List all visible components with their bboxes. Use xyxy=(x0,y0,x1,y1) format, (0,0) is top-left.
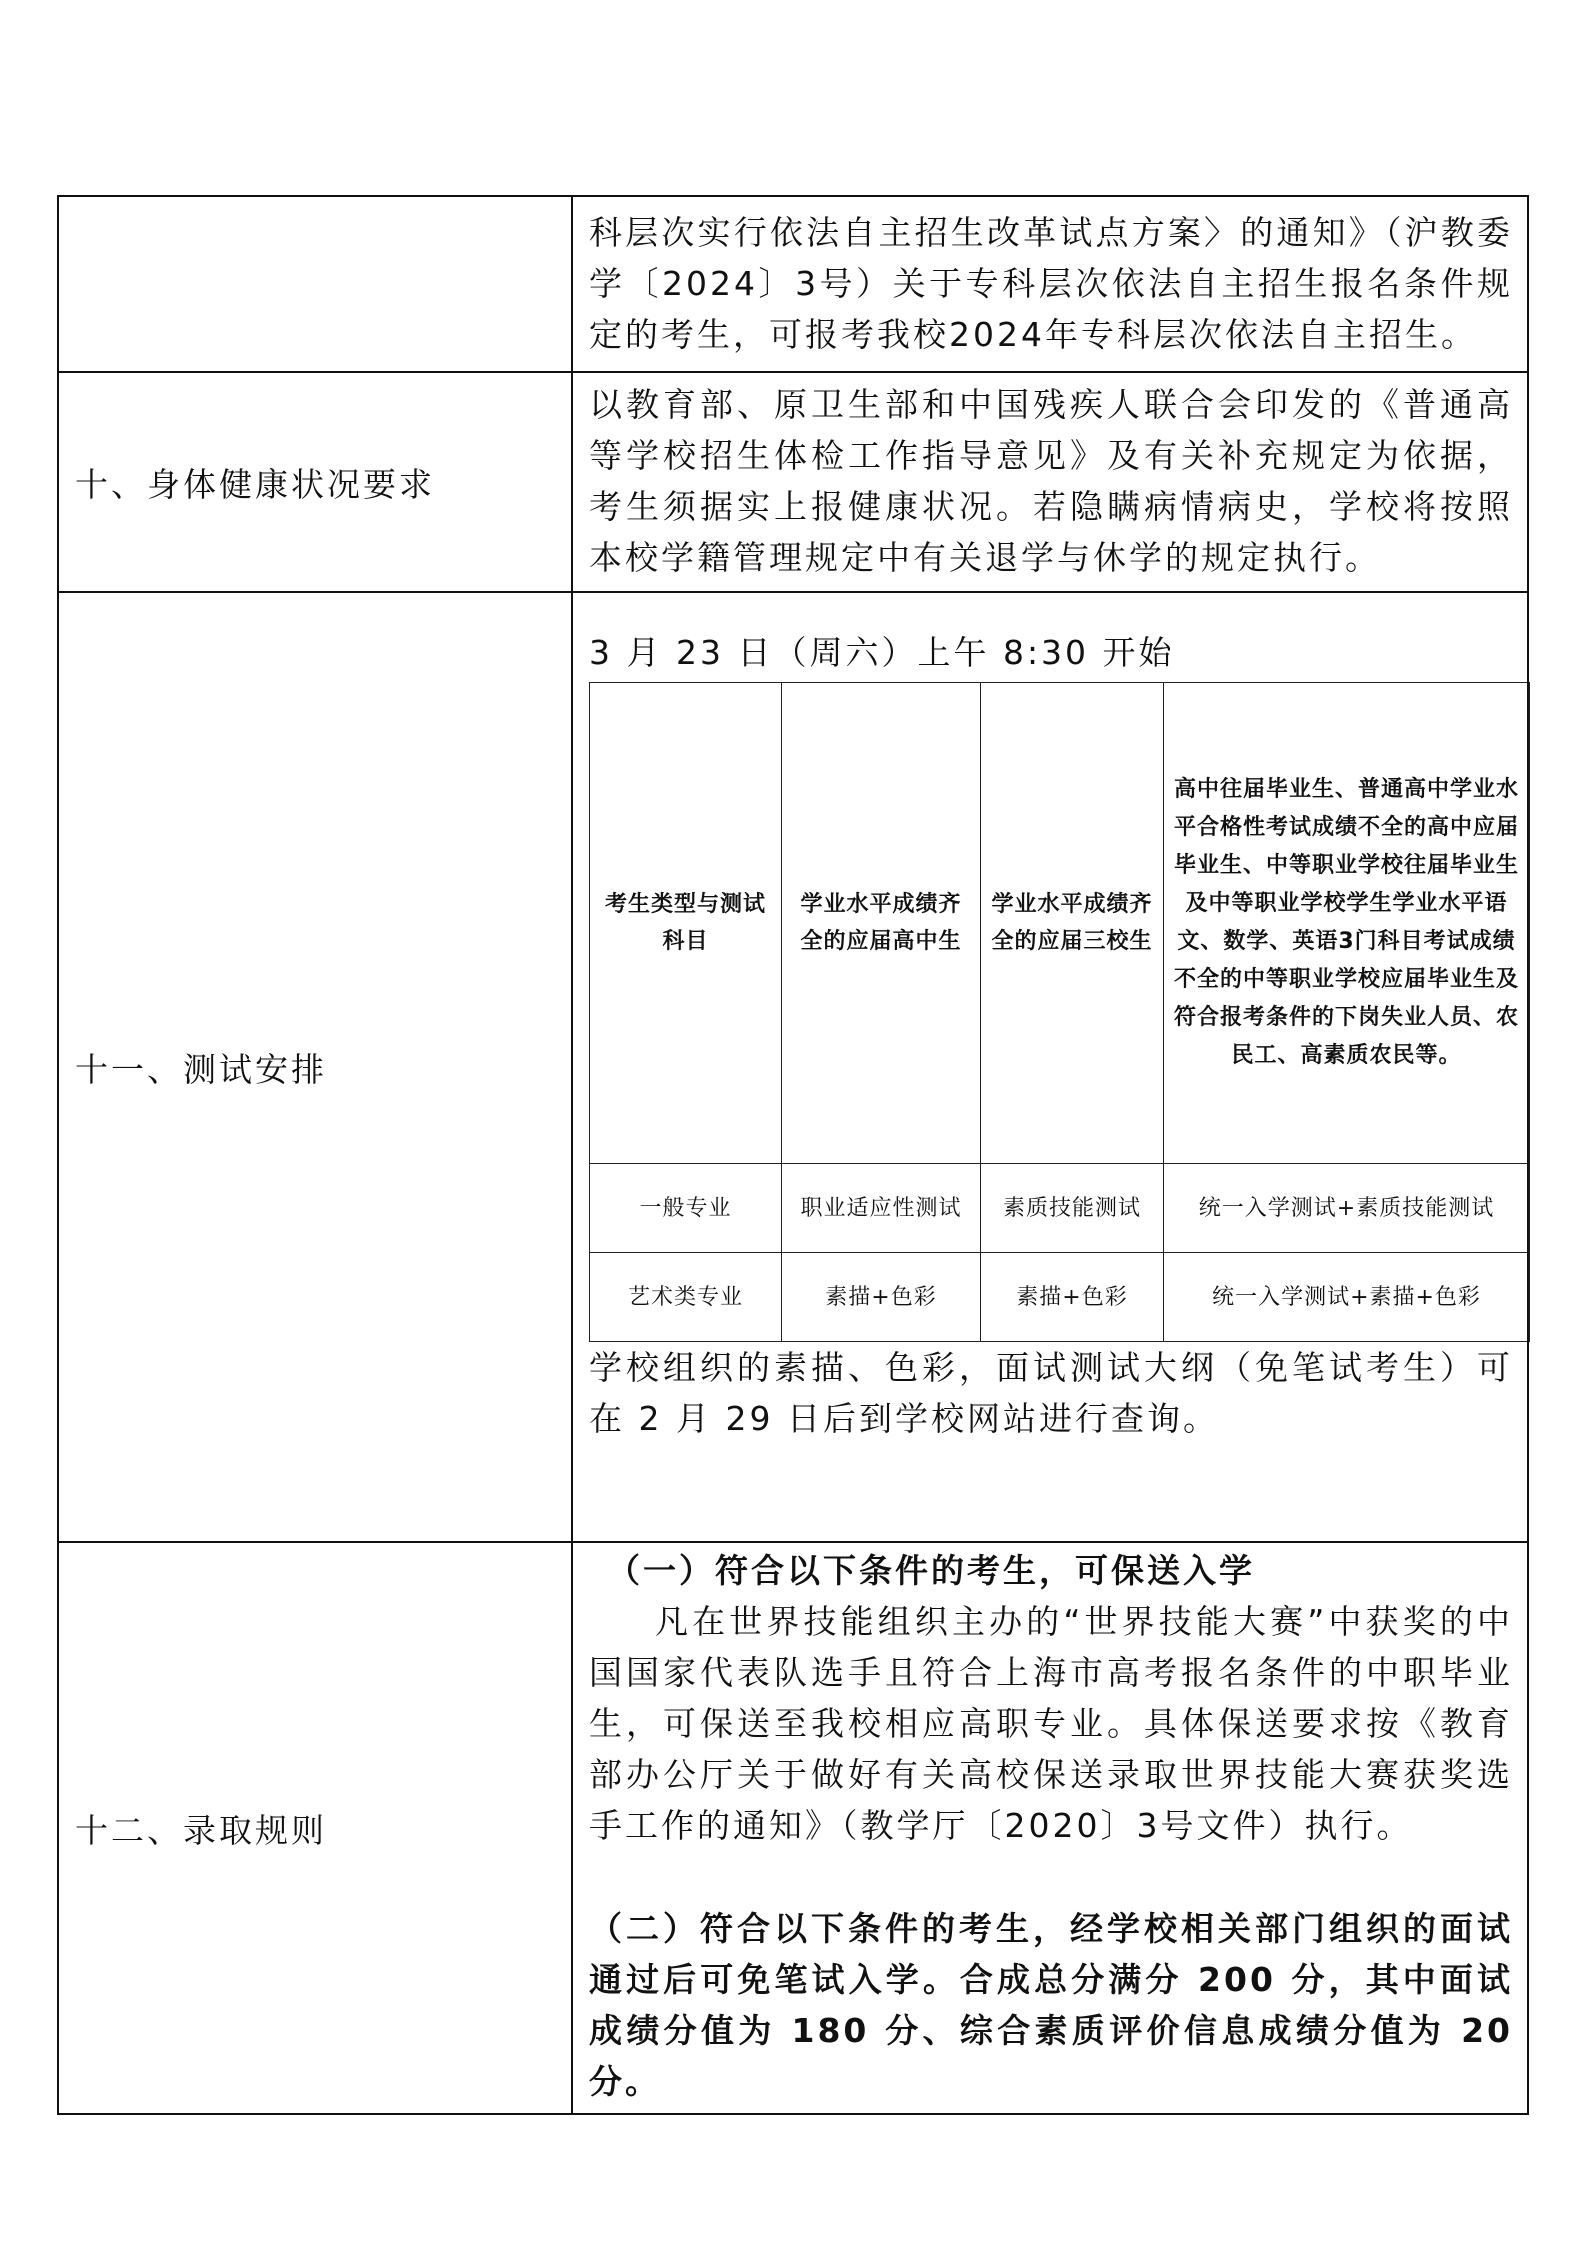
table-cell: 素质技能测试 xyxy=(981,1164,1164,1253)
table-row xyxy=(58,592,1528,1542)
table-cell: 素描+色彩 xyxy=(981,1253,1164,1342)
table-row xyxy=(590,1164,1530,1253)
row-content xyxy=(572,372,1528,592)
section-heading: （二）符合以下条件的考生，经学校相关部门组织的面试通过后可免笔试入学。合成总分满分 200 分，其中面试成绩分值为 180 分、综合素质评价信息成绩分值为 20 分。 xyxy=(589,1909,1513,2101)
table-row xyxy=(590,1253,1530,1342)
row-content xyxy=(572,196,1528,372)
row-label-admission-rules: 十二、录取规则 xyxy=(58,1542,572,2114)
table-cell: 职业适应性测试 xyxy=(782,1164,981,1253)
spacer xyxy=(589,1851,1513,1903)
table-cell: 统一入学测试+素描+色彩 xyxy=(1164,1253,1530,1342)
table-cell: 素描+色彩 xyxy=(782,1253,981,1342)
column-header: 学业水平成绩齐全的应届三校生 xyxy=(981,683,1164,1164)
table-cell: 统一入学测试+素质技能测试 xyxy=(1164,1164,1530,1253)
section-body: 凡在世界技能组织主办的“世界技能大赛”中获奖的中国国家代表队选手且符合上海市高考报名条件的中职毕业生，可保送至我校相应高职专业。具体保送要求按《教育部办公厅关于做好有关高校保送录取世界技能大赛获奖选手工作的通知》（教学厅〔2020〕3号文件）执行。 xyxy=(589,1602,1513,1845)
admission-info-table xyxy=(57,195,1529,2115)
column-header: 考生类型与测试科目 xyxy=(590,683,782,1164)
table-header-row xyxy=(590,683,1530,1164)
table-row xyxy=(58,1542,1528,2114)
test-outline-note: 学校组织的素描、色彩，面试测试大纲（免笔试考生）可在 2 月 29 日后到学校网站进行查询。 xyxy=(589,1348,1513,1438)
table-row xyxy=(58,196,1528,372)
row-label-health: 十、身体健康状况要求 xyxy=(58,372,572,592)
table-row xyxy=(58,372,1528,592)
row-content xyxy=(572,1542,1528,2114)
table-cell: 一般专业 xyxy=(590,1164,782,1253)
row-label xyxy=(58,196,572,372)
test-schedule-time: 3 月 23 日（周六）上午 8:30 开始 xyxy=(589,633,1175,672)
section-heading: （一）符合以下条件的考生，可保送入学 xyxy=(607,1551,1255,1590)
row-label-test-schedule: 十一、测试安排 xyxy=(58,592,572,1542)
row-content xyxy=(572,592,1528,1542)
health-requirement-text: 以教育部、原卫生部和中国残疾人联合会印发的《普通高等学校招生体检工作指导意见》及有关补充规定为依据，考生须据实上报健康状况。若隐瞒病情病史，学校将按照本校学籍管理规定中有关退学与休学的规定执行。 xyxy=(589,385,1513,577)
eligibility-text: 科层次实行依法自主招生改革试点方案〉的通知》（沪教委学〔2024〕3号）关于专科层次依法自主招生报名条件规定的考生，可报考我校2024年专科层次依法自主招生。 xyxy=(589,212,1513,354)
column-header: 高中往届毕业生、普通高中学业水平合格性考试成绩不全的高中应届毕业生、中等职业学校往届毕业生及中等职业学校学生学业水平语文、数学、英语3门科目考试成绩不全的中等职业学校应届毕业生及符合报考条件的下岗失业人员、农民工、高素质农民等。 xyxy=(1164,683,1530,1164)
table-cell: 艺术类专业 xyxy=(590,1253,782,1342)
column-header: 学业水平成绩齐全的应届高中生 xyxy=(782,683,981,1164)
test-subjects-table xyxy=(589,682,1530,1342)
